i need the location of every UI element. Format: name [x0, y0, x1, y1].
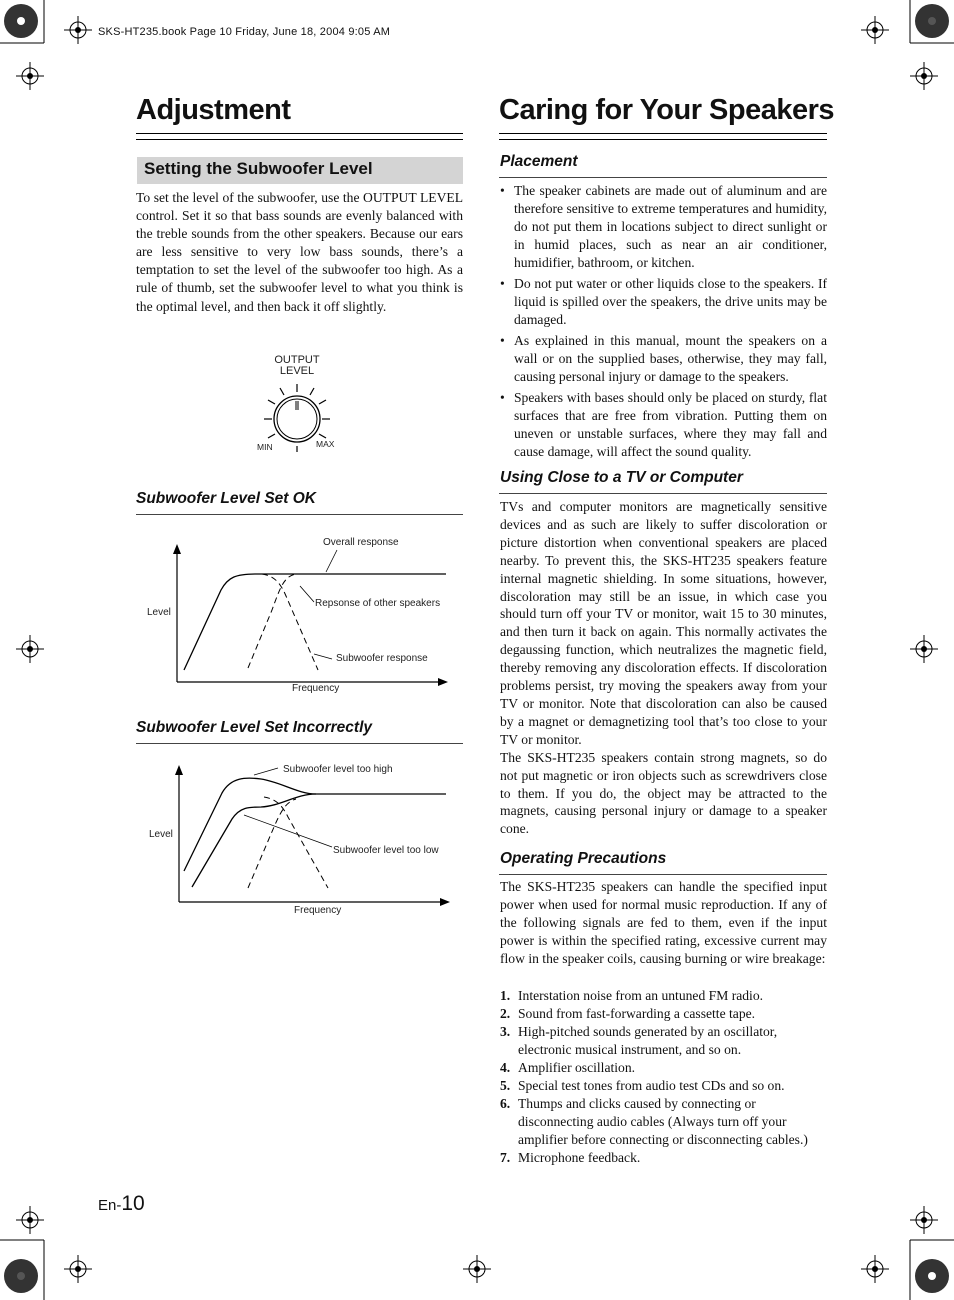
y-axis-label: Level	[147, 607, 171, 618]
heading-rule	[499, 874, 827, 875]
list-item: 5. Special test tones from audio test CDs and so on.	[500, 1078, 785, 1093]
knob-max-label: MAX	[316, 439, 335, 449]
subwoofer-curve	[264, 797, 328, 888]
subwoofer-intro: To set the level of the subwoofer, use the OUTPUT LEVEL control. Set it so that bass sounds are evenly balanced with the treble sounds from the other speakers. Because our ears are less sensitive to very low bass sounds, there’s a temptation to set the level of the subwoofer too high. As a rule of thumb, set the subwoofer level to what you think is the optimal level, and then back it off slightly.	[136, 190, 463, 314]
starburst-mark-tr	[915, 4, 949, 38]
list-item: • Speakers with bases should only be placed on sturdy, flat surfaces that are free from vibration. Putting them on uneven or unstable surfaces, where they may fall and cause damage, will affect the sound quality.	[500, 390, 827, 459]
label-overall-response: Overall response	[323, 537, 399, 548]
heading-rule	[499, 493, 827, 494]
heading-operating-precautions: Operating Precautions	[500, 850, 667, 867]
label-too-high: Subwoofer level too high	[283, 764, 393, 775]
heading-placement: Placement	[500, 153, 578, 170]
other-speakers-curve	[248, 799, 296, 888]
list-item: 4. Amplifier oscillation.	[500, 1060, 636, 1075]
page-number	[98, 1192, 145, 1216]
diagram-level-ok	[136, 530, 463, 700]
list-item: 6. Thumps and clicks caused by connecting or disconnecting audio cables (Always turn off your amplifier before connecting or disconnecting cables.)	[500, 1096, 808, 1147]
title-rule	[499, 133, 827, 140]
placement-list	[500, 182, 827, 464]
label-too-low: Subwoofer level too low	[333, 845, 439, 856]
precautions-list	[500, 987, 827, 1167]
precautions-intro: The SKS-HT235 speakers can handle the specified input power when used for normal music reproduction. If any of the following signals are fed to them, even if the input power is within the specified rating, excessive current may flow in the speaker coils, causing burning or wire breakage:	[500, 879, 827, 967]
heading-rule	[499, 177, 827, 178]
heading-level-ok: Subwoofer Level Set OK	[136, 490, 317, 507]
too-low-curve	[192, 794, 316, 887]
too-high-curve	[184, 778, 446, 871]
list-item: 1. Interstation noise from an untuned FM radio.	[500, 988, 764, 1003]
page-title-adjustment: Adjustment	[136, 94, 291, 126]
x-axis-label: Frequency	[294, 905, 342, 916]
heading-rule	[136, 743, 463, 744]
list-item: • As explained in this manual, mount the speakers on a wall or on the supplied bases, otherwise, they may fall, causing personal injury or damage to the speakers.	[500, 333, 827, 384]
list-item: 3. High-pitched sounds generated by an oscillator, electronic musical instrument, and so on.	[500, 1024, 778, 1057]
list-item: 7. Microphone feedback.	[500, 1150, 641, 1165]
tv-paragraphs	[500, 498, 827, 838]
list-item: • Do not put water or other liquids close to the speakers. If liquid is spilled over the speakers, the drive units may be damaged.	[500, 276, 827, 327]
label-other-speakers: Repsonse of other speakers	[315, 598, 441, 609]
section-title-subwoofer: Setting the Subwoofer Level	[137, 157, 463, 184]
heading-rule	[136, 514, 463, 515]
starburst-mark-br	[915, 1259, 949, 1293]
x-axis-label: Frequency	[292, 683, 340, 694]
subwoofer-response-curve	[262, 574, 318, 670]
tv-paragraph-2: The SKS-HT235 speakers contain strong magnets, so do not put magnetic or iron objects such as screwdrivers close to them. If you do, the object may be attracted to the magnets, causing personal injury or damage to a speaker cone.	[500, 749, 827, 837]
list-item: • The speaker cabinets are made out of aluminum and are therefore sensitive to extreme temperatures and humidity, do not put them in locations subject to direct sunlight or in humid places, such as near an air conditioner, humidifier, bathroom, or kitchen.	[500, 183, 827, 270]
starburst-mark-bl	[4, 1259, 38, 1293]
book-header: SKS-HT235.book Page 10 Friday, June 18, 2004 9:05 AM	[98, 26, 391, 38]
knob-min-label: MIN	[257, 442, 273, 452]
y-axis-label: Level	[149, 829, 173, 840]
heading-tv-computer: Using Close to a TV or Computer	[500, 469, 743, 486]
knob-label-line1: OUTPUT	[274, 354, 320, 366]
page-number-value: 10	[121, 1192, 145, 1215]
starburst-mark-tl	[4, 4, 38, 38]
list-item: 2. Sound from fast-forwarding a cassette tape.	[500, 1006, 756, 1021]
output-level-knob	[250, 350, 350, 460]
heading-level-incorrect: Subwoofer Level Set Incorrectly	[136, 719, 373, 736]
label-subwoofer-response: Subwoofer response	[336, 653, 428, 664]
page-title-caring: Caring for Your Speakers	[499, 94, 835, 126]
diagram-level-incorrect	[136, 755, 463, 925]
tv-paragraph-1: TVs and computer monitors are magnetically sensitive devices and as such are likely to suffer discoloration or picture distortion when conventional speakers are placed nearby. To prevent this, the SKS-HT235 speakers feature internal magnetic shielding. In some situations, however, discoloration may still be an issue, in which case you should turn off your TV or monitor, wait 15 to 30 minutes, and then turn it back on again. This normally activates the degaussing function, which neutralizes the magnetic field, thereby removing any discoloration effects. If discoloration problems persist, try moving the speakers away from your TV or monitor. Note that discoloration can also be caused by a magnet or demagnetizing tool that’s too close to your TV or monitor.	[500, 499, 827, 747]
knob-label-line2: LEVEL	[279, 365, 315, 377]
page-number-prefix: En-	[98, 1197, 122, 1214]
title-rule	[136, 133, 463, 140]
other-speakers-curve	[248, 574, 296, 668]
